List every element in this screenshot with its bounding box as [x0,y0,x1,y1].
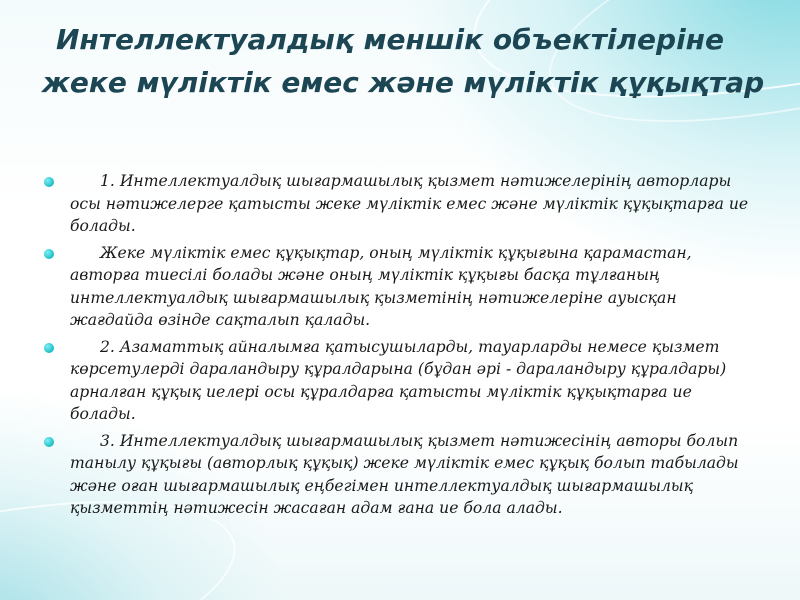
slide-title-text: Интеллектуалдық меншік объектілеріне жеке мүліктік емес және мүліктік құқықтар [42,23,765,99]
slide-title [42,18,772,104]
bullet-item [44,242,756,332]
bullet-item [44,336,756,426]
bullet-dot-icon [44,177,54,187]
bullet-dot-icon [44,437,54,447]
bullet-text: 3. Интеллектуалдық шығармашылық қызмет нәтижесінің авторы болып танылу құқығы (авторлық құқық) жеке мүліктік емес құқық болып табылады және оған шығармашылық еңбегімен интеллектуалдық шығармашылық қызметтің нәтижесін жасаған адам ғана ие бола алады. [70,431,739,517]
bullet-item [44,430,756,520]
bullet-text: 2. Азаматтық айналымға қатысушыларды, тауарларды немесе қызмет көрсетулерді дараландыру құралдарына (бұдан әрі - дараландыру құралдары) арналған құқық иелері осы құралдарға қатысты мүліктік құқықтарға ие болады. [70,337,727,423]
bullet-text: 1. Интеллектуалдық шығармашылық қызмет нәтижелерінің авторлары осы нәтижелерге қатысты жеке мүліктік емес және мүліктік құқықтарға ие болады. [70,172,749,235]
bullet-dot-icon [44,249,54,259]
bullet-list [44,170,756,524]
bullet-text: Жеке мүліктік емес құқықтар, оның мүліктік құқығына қарамастан, авторға тиесілі болады және оның мүліктік құқығы басқа тұлғаның интеллектуалдық шығармашылық қызметінің нәтижелеріне ауысқан жағдайда өзінде сақталып қалады. [70,243,692,329]
bullet-dot-icon [44,343,54,353]
bullet-item [44,170,756,238]
